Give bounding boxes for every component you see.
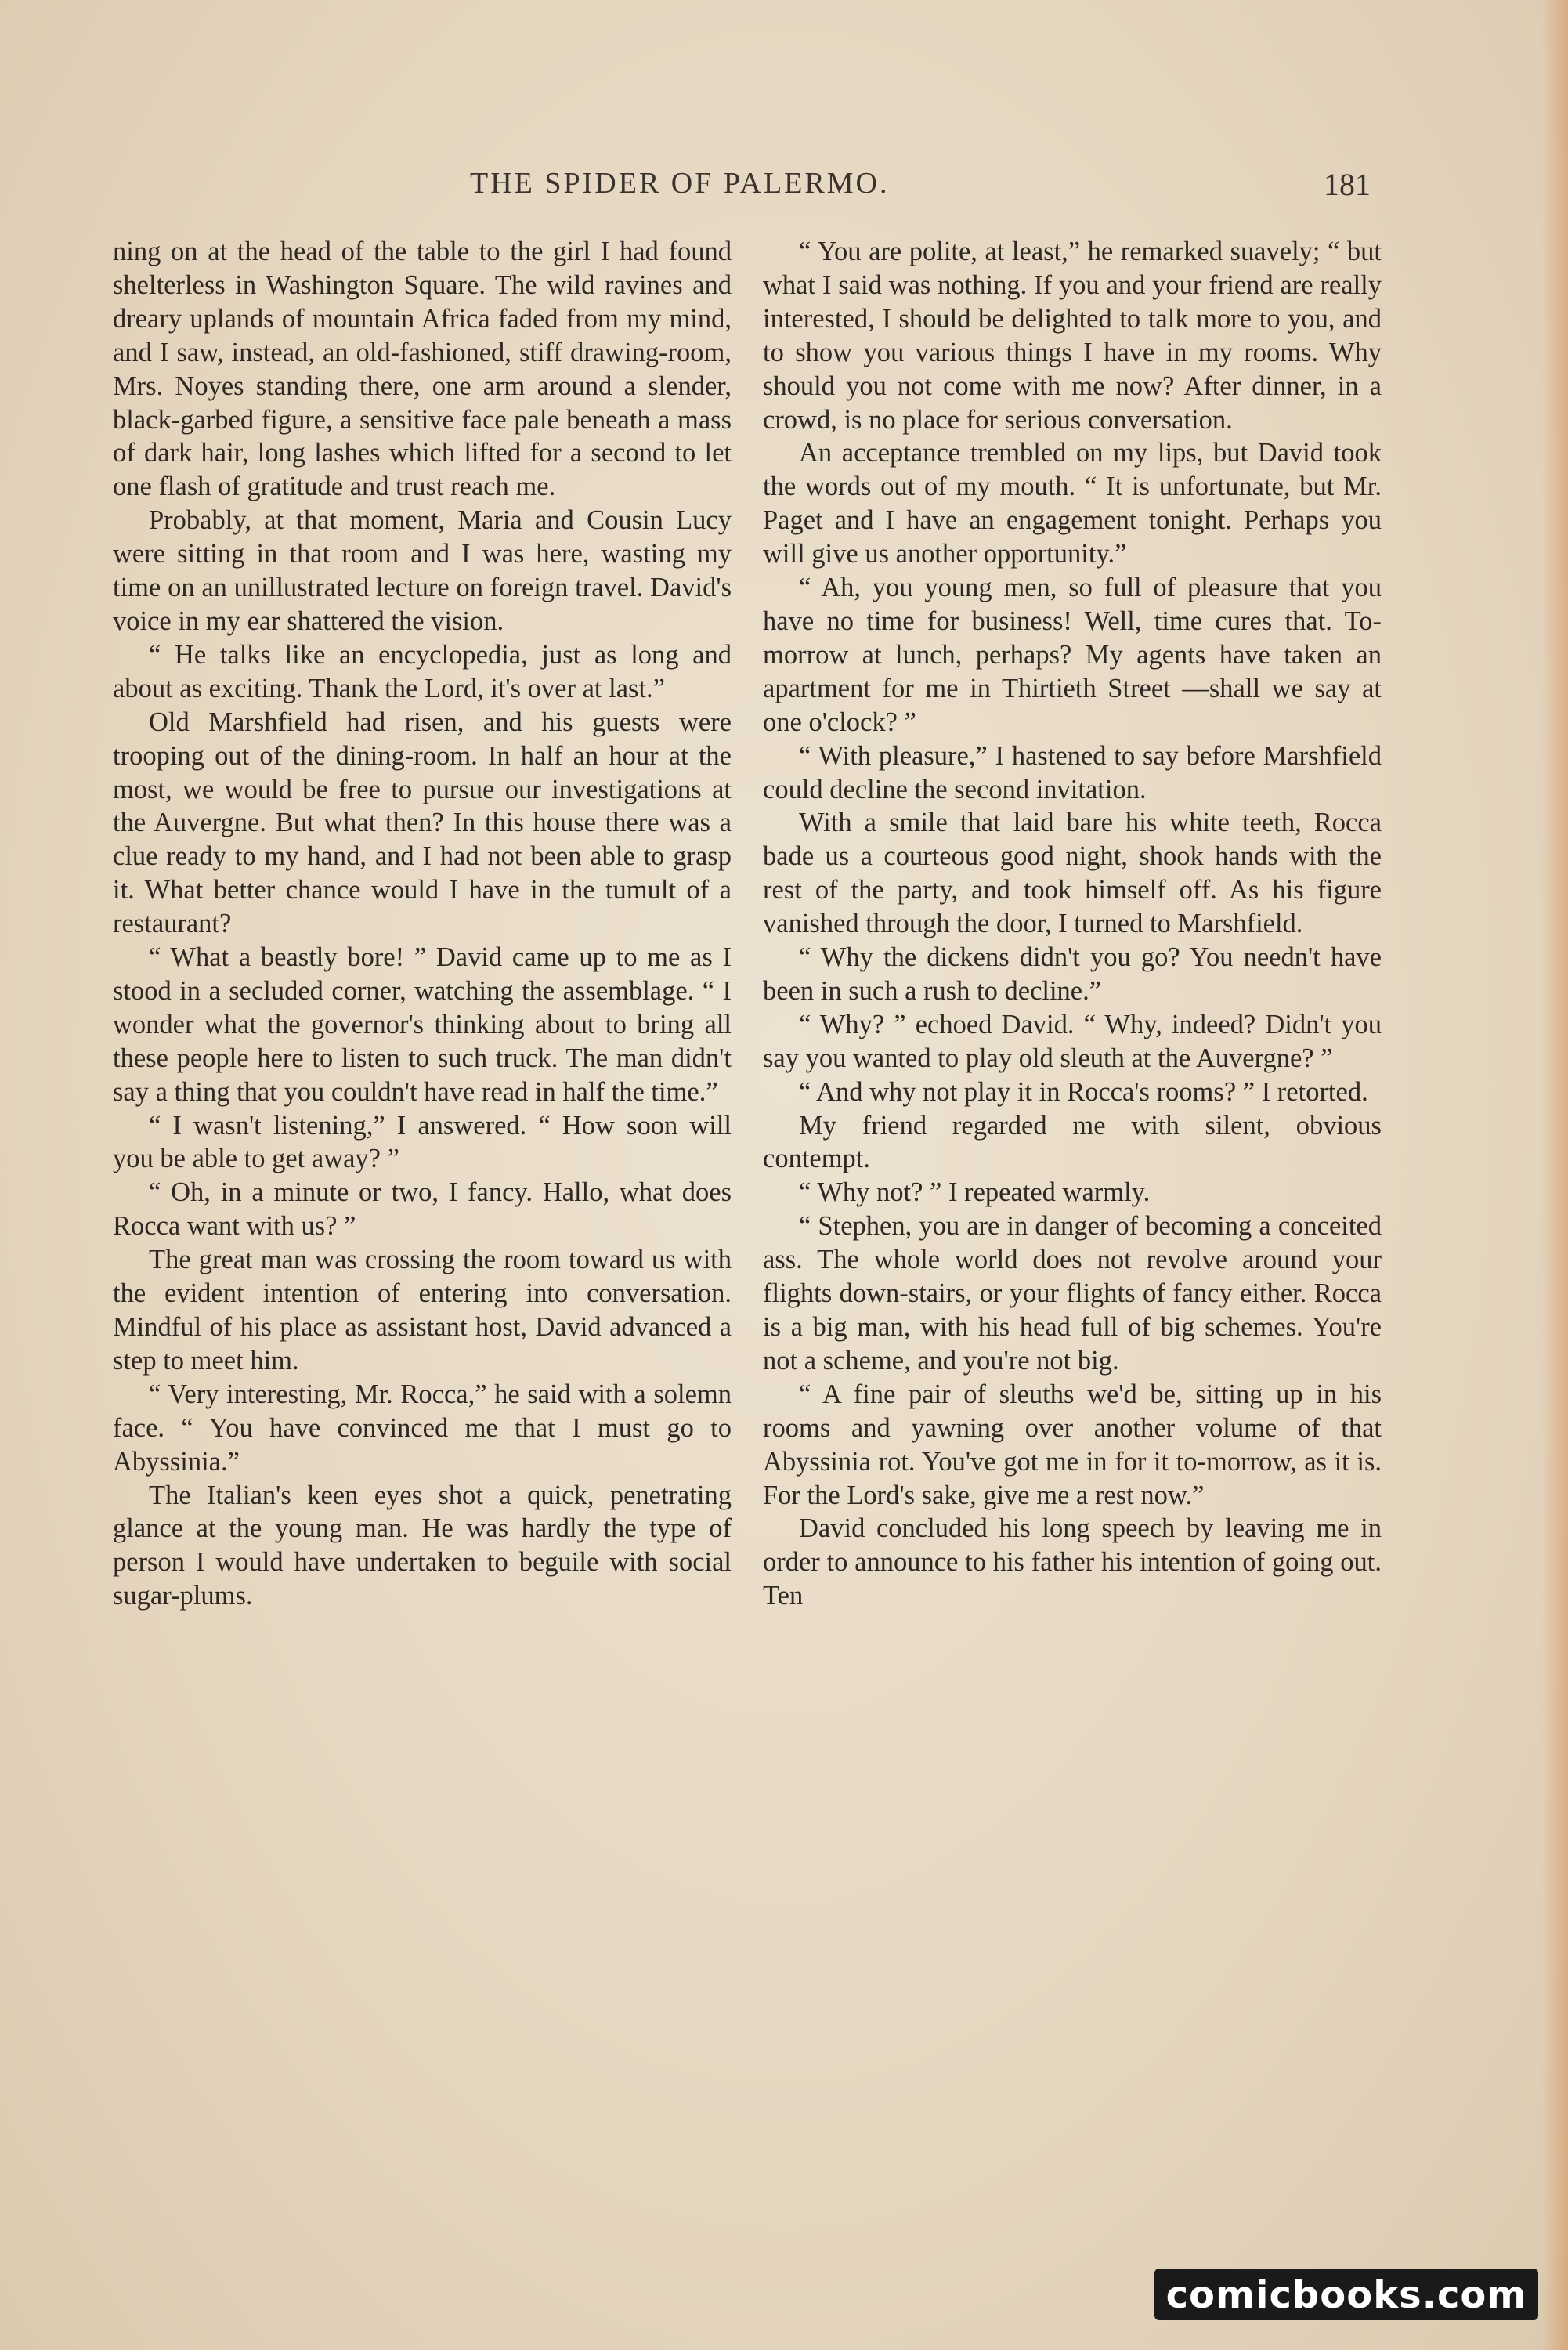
paragraph: The great man was crossing the room toward us with the evident intention of entering into conversation. Mindful of his place as assistant host, David advanced a step to meet him.: [113, 1245, 732, 1376]
paragraph: “ Oh, in a minute or two, I fancy. Hallo, what does Rocca want with us? ”: [113, 1177, 732, 1242]
paragraph: David concluded his long speech by leaving me in order to announce to his father his intention of going out. Ten: [763, 1513, 1382, 1611]
page-edge-shading: [1541, 0, 1568, 2350]
watermark-logo: [1154, 2269, 1538, 2320]
paragraph: Old Marshfield had risen, and his guests were trooping out of the dining-room. In half an hour at the most, we would be free to pursue our investigations at the Auvergne. But what then? In this house there was a clue ready to my hand, and I had not been able to grasp it. What better chance would I have in the tumult of a restaurant?: [113, 707, 732, 939]
running-title: THE SPIDER OF PALERMO.: [470, 167, 890, 200]
paragraph: “ Why not? ” I repeated warmly.: [799, 1177, 1151, 1208]
right-column: [763, 235, 1382, 1613]
paragraph: An acceptance trembled on my lips, but David took the words out of my mouth. “ It is unfortunate, but Mr. Paget and I have an engagement tonight. Perhaps you will give us another opportunity.”: [763, 438, 1382, 569]
paragraph: “ You are polite, at least,” he remarked suavely; “ but what I said was nothing. If you and your friend are really interested, I should be delighted to talk more to you, and to show you various things I have in my rooms. Why should you not come with me now? After dinner, in a crowd, is no place for serious conversation.: [763, 237, 1382, 435]
paragraph: “ Very interesting, Mr. Rocca,” he said with a solemn face. “ You have convinced me that I must go to Abyssinia.”: [113, 1379, 732, 1477]
paragraph: “ Why? ” echoed David. “ Why, indeed? Didn't you say you wanted to play old sleuth at the Auvergne? ”: [763, 1009, 1382, 1073]
paragraph: “ What a beastly bore! ” David came up to me as I stood in a secluded corner, watching the assemblage. “ I wonder what the governor's thinking about to bring all these people here to listen to such truck. The man didn't say a thing that you couldn't have read in half the time.”: [113, 942, 732, 1107]
paragraph: “ He talks like an encyclopedia, just as long and about as exciting. Thank the Lord, it's over at last.”: [113, 639, 732, 703]
paragraph: “ I wasn't listening,” I answered. “ How soon will you be able to get away? ”: [113, 1110, 732, 1174]
paragraph: “ Stephen, you are in danger of becoming a conceited ass. The whole world does not revolve around your flights down-stairs, or your flights of fancy either. Rocca is a big man, with his head full of big schemes. You're not a scheme, and you're not big.: [763, 1211, 1382, 1376]
paragraph: “ Why the dickens didn't you go? You needn't have been in such a rush to decline.”: [763, 942, 1382, 1006]
paragraph: ning on at the head of the table to the girl I had found shelterless in Washington Square. The wild ravines and dreary uplands of mountain Africa faded from my mind, and I saw, instead, an old-fashioned, stiff drawing-room, Mrs. Noyes standing there, one arm around a slender, black-garbed figure, a sensitive face pale beneath a mass of dark hair, long lashes which lifted for a second to let one flash of gratitude and trust reach me.: [113, 237, 732, 502]
paragraph: “ With pleasure,” I hastened to say before Marshfield could decline the second invitation.: [763, 740, 1382, 804]
paragraph: With a smile that laid bare his white teeth, Rocca bade us a courteous good night, shook hands with the rest of the party, and took himself off. As his figure vanished through the door, I turned to Marshfield.: [763, 808, 1382, 939]
paragraph: The Italian's keen eyes shot a quick, penetrating glance at the young man. He was hardly the type of person I would have undertaken to beguile with social sugar-plums.: [113, 1480, 732, 1611]
watermark-text: comicbooks.com: [1165, 2273, 1527, 2317]
left-column: [113, 235, 732, 1613]
paragraph: “ And why not play it in Rocca's rooms? ” I retorted.: [799, 1076, 1368, 1107]
paragraph: “ A fine pair of sleuths we'd be, sitting up in his rooms and yawning over another volume of that Abyssinia rot. You've got me in for it to-morrow, as it is. For the Lord's sake, give me a rest now.”: [763, 1379, 1382, 1510]
paragraph: Probably, at that moment, Maria and Cousin Lucy were sitting in that room and I was here, wasting my time on an unillustrated lecture on foreign travel. David's voice in my ear shattered the vision.: [113, 505, 732, 636]
page-number: 181: [1324, 167, 1371, 202]
paragraph: “ Ah, you young men, so full of pleasure that you have no time for business! Well, time cures that. To-morrow at lunch, perhaps? My agents have taken an apartment for me in Thirtieth Street —shall we say at one o'clock? ”: [763, 573, 1382, 737]
paragraph: My friend regarded me with silent, obvious contempt.: [763, 1110, 1382, 1174]
running-header: [470, 166, 1371, 213]
